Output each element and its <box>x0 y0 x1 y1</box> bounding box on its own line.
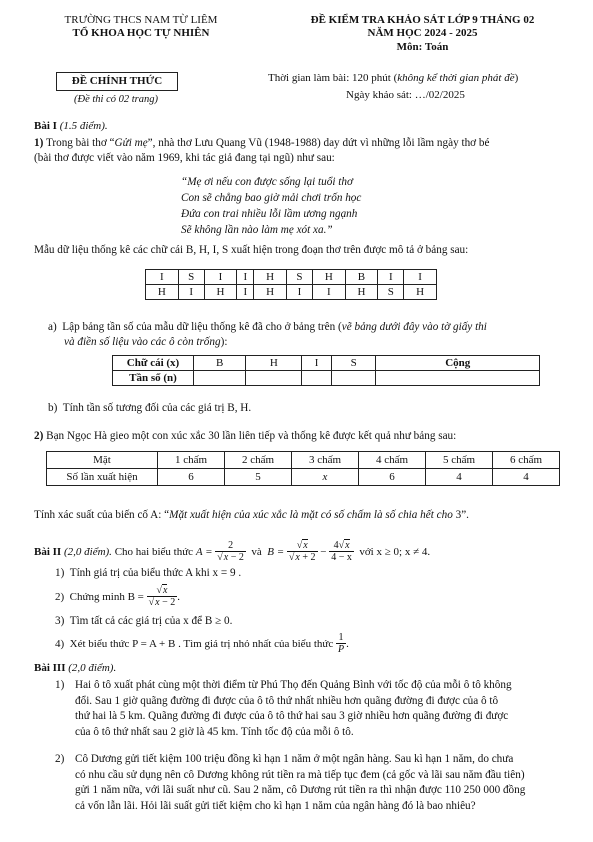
q1b: b) Tính tần số tương đối của các giá trị B, H. <box>48 402 252 414</box>
dice-cell: x <box>292 469 359 486</box>
dice-header-cell: 5 chấm <box>426 452 493 469</box>
sample-cell: I <box>178 285 204 300</box>
dice-header-cell: 2 chấm <box>225 452 292 469</box>
official-label: ĐỀ CHÍNH THỨC <box>56 72 178 91</box>
sample-cell: H <box>254 285 287 300</box>
exam-title: ĐỀ KIỂM TRA KHẢO SÁT LỚP 9 THÁNG 02 <box>310 14 535 26</box>
dice-cell: Số lần xuất hiện <box>47 469 158 486</box>
sample-cell: H <box>404 285 437 300</box>
poem-line: Đứa con trai nhiều lỗi lầm ương ngạnh <box>181 208 358 220</box>
table-row <box>146 270 437 285</box>
dice-header-cell: 6 chấm <box>493 452 560 469</box>
sample-cell: S <box>378 285 404 300</box>
sample-cell: H <box>146 285 179 300</box>
sample-cell: S <box>178 270 204 285</box>
sample-cell: I <box>378 270 404 285</box>
poem-line: Con sẽ chẳng bao giờ mải chơi trốn học <box>181 192 362 204</box>
q1-intro: 1) Trong bài thơ “Gửi mẹ”, nhà thơ Lưu Quang Vũ (1948-1988) day dứt vì những lỗi lầm ngày thơ bé (bài thơ được viết vào năm 1969, khi tác giả đang tại ngũ) như sau: <box>34 137 490 164</box>
section-2-item-2: 2) Chứng minh B = $\frac{√x}{√x - 2}$ . <box>55 585 180 609</box>
frequency-cell[interactable] <box>246 371 302 386</box>
frequency-cell[interactable] <box>331 371 376 386</box>
section-1-heading: Bài I (1.5 điểm). <box>34 120 108 132</box>
department-name: TỔ KHOA HỌC TỰ NHIÊN <box>72 27 210 39</box>
sample-table <box>145 269 437 300</box>
table-row <box>146 285 437 300</box>
frequency-header-cell: I <box>302 356 331 371</box>
dice-cell: 4 <box>426 469 493 486</box>
frequency-header-cell: B <box>194 356 246 371</box>
section-2-item-4: 4) Xét biểu thức P = A + B . Tìm giá trị nhỏ nhất của biểu thức $\frac{1}{P}$ . <box>55 632 349 656</box>
frequency-cell[interactable] <box>302 371 331 386</box>
fraction-B-simplified: $\frac{√x}{√x - 2}$ <box>148 585 176 609</box>
section-2-intro: Bài II (2,0 điểm). Cho hai biểu thức A = $\frac{2}{√x - 2}$ và B = $\frac{√x}{√x + 2}$ − $\frac{4√x}{4 - x}$ với x ≥ 0; x ≠ 4. <box>34 540 431 564</box>
frequency-cell[interactable] <box>376 371 540 386</box>
sample-cell: I <box>204 270 237 285</box>
dice-cell: 4 <box>493 469 560 486</box>
exam-date: Ngày khảo sát: …/02/2025 <box>346 89 465 101</box>
fraction-A: $\frac{2}{√x - 2}$ <box>217 540 244 564</box>
dice-table <box>46 451 560 486</box>
frequency-header-cell: Cộng <box>376 356 540 371</box>
sample-cell: H <box>312 270 345 285</box>
poem-line: Sẽ không lần nào làm mẹ xót xa.” <box>181 224 333 236</box>
section-3-heading: Bài III (2,0 điểm). <box>34 662 117 674</box>
fraction-B1: $\frac{√x}{√x + 2}$ <box>288 540 316 564</box>
dice-cell: 5 <box>225 469 292 486</box>
school-name: TRƯỜNG THCS NAM TỪ LIÊM <box>64 14 218 26</box>
subject: Môn: Toán <box>396 41 449 53</box>
dice-cell: 6 <box>158 469 225 486</box>
fraction-B2: $\frac{4√x}{4 - x}$ <box>331 540 352 564</box>
dice-header-cell: 4 chấm <box>359 452 426 469</box>
dice-header-cell: Mặt <box>47 452 158 469</box>
table-row <box>47 469 560 486</box>
sample-cell: I <box>237 270 254 285</box>
school-year: NĂM HỌC 2024 - 2025 <box>367 27 478 39</box>
q2-probability: Tính xác suất của biến cố A: “Mặt xuất hiện của xúc xắc là mặt có số chấm là số chia hết cho 3”. <box>34 509 469 521</box>
pages-note: (Đề thi có 02 trang) <box>74 94 158 105</box>
frequency-header-cell: S <box>331 356 376 371</box>
table-row <box>47 452 560 469</box>
sample-cell: H <box>204 285 237 300</box>
q1a: a) Lập bảng tần số của mẫu dữ liệu thống kê đã cho ở bảng trên (vẽ bảng dưới đây vào tờ giấy thi và điền số liệu vào các ô còn trống): <box>48 321 487 348</box>
frequency-cell[interactable] <box>194 371 246 386</box>
q2-intro: 2) Bạn Ngọc Hà gieo một con xúc xắc 30 lần liên tiếp và thống kê được kết quả như bảng sau: <box>34 430 457 442</box>
exam-page: TRƯỜNG THCS NAM TỪ LIÊM TỔ KHOA HỌC TỰ NHIÊN ĐỀ CHÍNH THỨC (Đề thi có 02 trang) ĐỀ KIỂM TRA KHẢO SÁT LỚP 9 THÁNG 02 NĂM HỌC 2024 - 2025 Môn: Toán Thời gian làm bài: 120 phút (không kể thời gian phát đề) Ngày khảo sát: …/02/2025 Bài I (1.5 điểm). 1) Trong bài thơ “Gửi mẹ”, nhà thơ Lưu Quang Vũ (1948-1988) day dứt vì những lỗi lầm ngày thơ bé (bài thơ được viết vào năm 1969, khi tác giả đang tại ngũ) như sau: “Mẹ ơi nếu con được sống lại tuổi thơ Con sẽ chẳng bao giờ mải chơi trốn học Đứa con trai nhiều lỗi lầm ương ngạnh Sẽ không lần nào làm mẹ xót xa.” Mẫu dữ liệu thống kê các chữ cái B, H, I, S xuất hiện trong đoạn thơ trên được mô tả ở bảng sau: I S I I H S H B I I H I H I H I I H S H a) Lập bảng tần số của mẫu dữ liệu thống kê đã cho ở bảng trên (vẽ bảng dưới đây vào tờ giấy thi và điền số liệu vào các ô còn trống): Chữ cái (x) B H I S Cộng Tần số (n) b) Tính tần số tương đối của các giá trị B, H. 2) Bạn Ngọc Hà gieo một con xúc xắc 30 lần liên tiếp và thống kê được kết quả như bảng sau: Mặt 1 chấm 2 chấm 3 chấm 4 chấm 5 chấm 6 chấm Số lần xuất hiện 6 5 x 6 4 4 Tính xác suất của biến cố A: “Mặt xuất hiện của xúc xắc là mặt có số chấm là số chia hết cho 3”. Bài II (2,0 điểm). Cho hai biểu thức A = $\frac{2}{√x - 2}$ và B = $\frac{√x}{√x + 2}$ − $\frac{4√x}{4 - x}$ với x ≥ 0; x ≠ 4. 1) Tính giá trị của biểu thức A khi x = 9 . 2) Chứng minh B = $\frac{√x}{√x - 2}$ . 3) Tìm tất cả các giá trị của x để B ≥ 0. 4) Xét biểu thức P = A + B . Tìm giá trị nhỏ nhất của biểu thức $\frac{1}{P}$ . Bài III (2,0 điểm). 1) Hai ô tô xuất phát cùng một thời điểm từ Phú Thọ đến Quảng Bình với tốc độ của mỗi ô tô không đổi. Sau 1 giờ quãng đường đi được của ô tô thứ nhất nhiều hơn quãng đường đi được của ô tô thứ hai là 5 km. Quãng đường đi được của ô tô thứ hai sau 3 giờ nhiều hơn quãng đường đi được của ô tô thứ nhất sau 2 giờ là 45 km. Tính tốc độ của mỗi ô tô. 2) Cô Dương gửi tiết kiệm 100 triệu đồng kì hạn 1 năm ở một ngân hàng. Sau kì hạn 1 năm, do chưa có nhu cầu sử dụng nên cô Dương không rút tiền ra mà tiếp tục đem (cả gốc và lãi sau năm đầu tiên) gửi 1 năm nữa, với lãi suất như cũ. Sau 2 năm, cô Dương rút tiền ra thì nhận được 110 250 000 đồng cả vốn lẫn lãi. Hỏi lãi suất gửi tiết kiệm cho kì hạn 1 năm của ngân hàng đó là bao nhiêu? <box>0 0 593 842</box>
frequency-row-label: Tần số (n) <box>113 371 194 386</box>
sample-cell: I <box>146 270 179 285</box>
section-2-item-3: 3) Tìm tất cả các giá trị của x để B ≥ 0. <box>55 615 233 627</box>
sample-cell: H <box>254 270 287 285</box>
poem-line: “Mẹ ơi nếu con được sống lại tuổi thơ <box>181 176 353 188</box>
section-2-item-1: 1) Tính giá trị của biểu thức A khi x = 9 . <box>55 567 242 579</box>
poem <box>181 174 361 238</box>
sample-cell: I <box>404 270 437 285</box>
sample-cell: I <box>312 285 345 300</box>
sample-intro: Mẫu dữ liệu thống kê các chữ cái B, H, I, S xuất hiện trong đoạn thơ trên được mô tả ở bảng sau: <box>34 244 469 256</box>
dice-cell: 6 <box>359 469 426 486</box>
sample-cell: I <box>286 285 312 300</box>
sample-cell: S <box>286 270 312 285</box>
frequency-header-cell: H <box>246 356 302 371</box>
table-row <box>113 371 540 386</box>
sample-cell: B <box>345 270 378 285</box>
sample-cell: I <box>237 285 254 300</box>
frequency-table <box>112 355 540 386</box>
fraction-one-over-P: $\frac{1}{P}$ <box>337 632 345 656</box>
dice-header-cell: 3 chấm <box>292 452 359 469</box>
table-row <box>113 356 540 371</box>
frequency-header-cell: Chữ cái (x) <box>113 356 194 371</box>
time-allowed: Thời gian làm bài: 120 phút (không kể thời gian phát đề) <box>268 72 519 84</box>
dice-header-cell: 1 chấm <box>158 452 225 469</box>
sample-cell: H <box>345 285 378 300</box>
